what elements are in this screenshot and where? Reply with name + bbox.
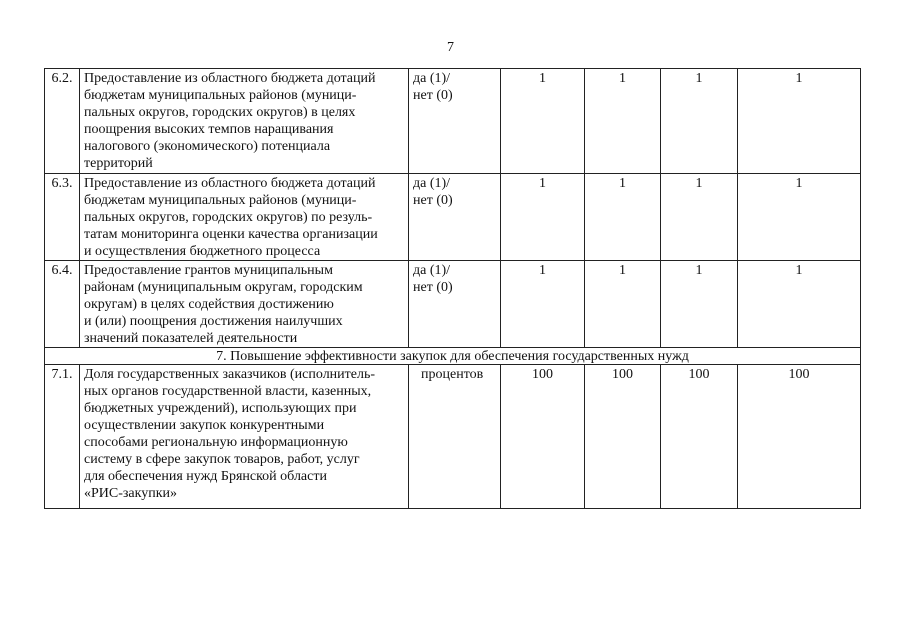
section-title: 7. Повышение эффективности закупок для обеспечения государственных нужд <box>45 348 861 365</box>
indicator-description: Доля государственных заказчиков (исполнитель- ных органов государственной власти, казенных, бюджетных учреждений), использующих при осуществлении закупок конкурентными способами региональную информационную систему в сфере закупок товаров, работ, услуг для обеспечения нужд Брянской области «РИС-закупки» <box>80 365 409 509</box>
value-cell: 1 <box>738 174 861 261</box>
row-number: 7.1. <box>45 365 80 509</box>
unit-of-measure: да (1)/ нет (0) <box>409 261 501 348</box>
value-cell: 100 <box>501 365 585 509</box>
table-row <box>45 261 861 348</box>
value-cell: 1 <box>661 261 738 348</box>
value-cell: 1 <box>501 261 585 348</box>
value-cell: 1 <box>585 261 661 348</box>
table-row <box>45 365 861 509</box>
value-cell: 1 <box>661 174 738 261</box>
value-cell: 1 <box>738 69 861 174</box>
value-cell: 1 <box>501 174 585 261</box>
page-number: 7 <box>447 40 454 55</box>
section-heading-row <box>45 348 861 365</box>
row-number: 6.2. <box>45 69 80 174</box>
value-cell: 1 <box>585 69 661 174</box>
row-number: 6.3. <box>45 174 80 261</box>
value-cell: 100 <box>738 365 861 509</box>
value-cell: 1 <box>585 174 661 261</box>
table-row <box>45 174 861 261</box>
indicator-description: Предоставление грантов муниципальным районам (муниципальным округам, городским округам) в целях содействия достижению и (или) поощрения достижения наилучших значений показателей деятельности <box>80 261 409 348</box>
value-cell: 1 <box>661 69 738 174</box>
indicator-description: Предоставление из областного бюджета дотаций бюджетам муниципальных районов (муници- пальных округов, городских округов) в целях поощрения высоких темпов наращивания налогового (экономического) потенциала территорий <box>80 69 409 174</box>
indicator-description: Предоставление из областного бюджета дотаций бюджетам муниципальных районов (муници- пальных округов, городских округов) по резуль- татам мониторинга оценки качества организации и осуществления бюджетного процесса <box>80 174 409 261</box>
value-cell: 100 <box>661 365 738 509</box>
value-cell: 1 <box>738 261 861 348</box>
unit-of-measure: да (1)/ нет (0) <box>409 174 501 261</box>
unit-of-measure: процентов <box>409 365 501 509</box>
indicators-table <box>44 68 861 509</box>
row-number: 6.4. <box>45 261 80 348</box>
table-row <box>45 69 861 174</box>
value-cell: 100 <box>585 365 661 509</box>
unit-of-measure: да (1)/ нет (0) <box>409 69 501 174</box>
value-cell: 1 <box>501 69 585 174</box>
